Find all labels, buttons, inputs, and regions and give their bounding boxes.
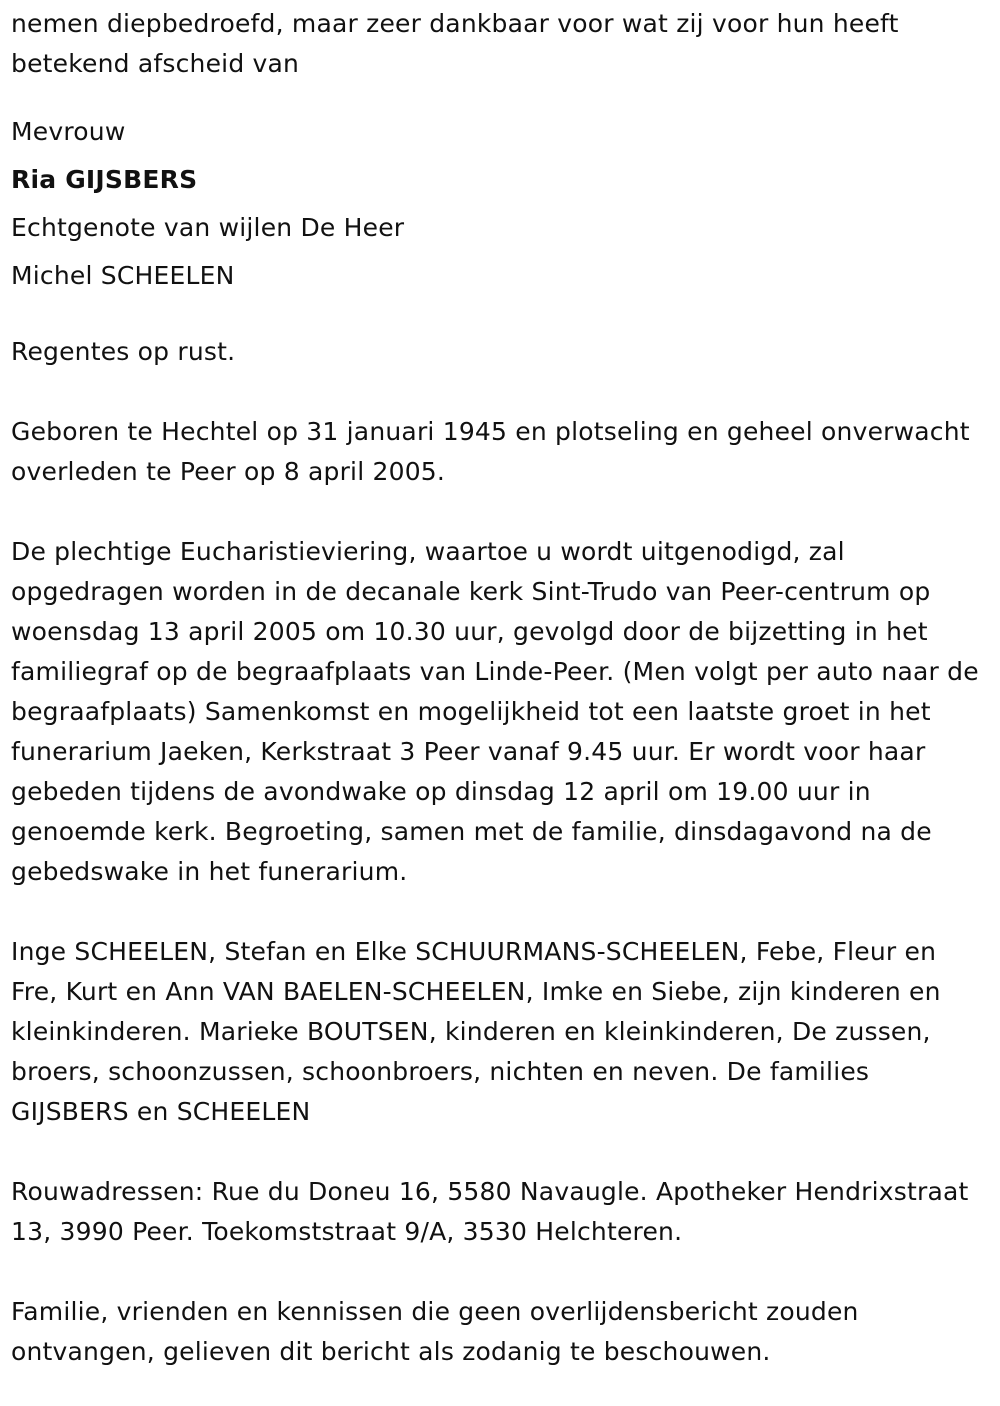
- spouse-line: Echtgenote van wijlen De Heer: [11, 213, 405, 242]
- deceased-name: Ria GIJSBERS: [11, 165, 198, 194]
- addresses-paragraph: Rouwadressen: Rue du Doneu 16, 5580 Navaugle. Apotheker Hendrixstraat 13, 3990 Peer. Toekomststraat 9/A, 3530 Helchteren.: [11, 1177, 969, 1246]
- deceased-block: [11, 108, 988, 300]
- occupation-paragraph: Regentes op rust.: [11, 337, 236, 366]
- spouse-name: Michel SCHEELEN: [11, 261, 235, 290]
- birth-death-paragraph: Geboren te Hechtel op 31 januari 1945 en plotseling en geheel onverwacht overleden te Peer op 8 april 2005.: [11, 417, 970, 486]
- salutation: Mevrouw: [11, 117, 126, 146]
- family-paragraph: Inge SCHEELEN, Stefan en Elke SCHUURMANS-SCHEELEN, Febe, Fleur en Fre, Kurt en Ann VAN BAELEN-SCHEELEN, Imke en Siebe, zijn kinderen en kleinkinderen. Marieke BOUTSEN, kinderen en kleinkinderen, De zussen, broers, schoonzussen, schoonbroers, nichten en neven. De families GIJSBERS en SCHEELEN: [11, 937, 941, 1126]
- intro-paragraph: nemen diepbedroefd, maar zeer dankbaar voor wat zij voor hun heeft betekend afscheid van: [11, 9, 899, 78]
- ceremony-paragraph: De plechtige Eucharistieviering, waartoe u wordt uitgenodigd, zal opgedragen worden in de decanale kerk Sint-Trudo van Peer-centrum op woensdag 13 april 2005 om 10.30 uur, gevolgd door de bijzetting in het familiegraf op de begraafplaats van Linde-Peer. (Men volgt per auto naar de begraafplaats) Samenkomst en mogelijkheid tot een laatste groet in het funerarium Jaeken, Kerkstraat 3 Peer vanaf 9.45 uur. Er wordt voor haar gebeden tijdens de avondwake op dinsdag 12 april om 19.00 uur in genoemde kerk. Begroeting, samen met de familie, dinsdagavond na de gebedswake in het funerarium.: [11, 537, 979, 886]
- closing-paragraph: Familie, vrienden en kennissen die geen overlijdensbericht zouden ontvangen, gelieven dit bericht als zodanig te beschouwen.: [11, 1297, 859, 1366]
